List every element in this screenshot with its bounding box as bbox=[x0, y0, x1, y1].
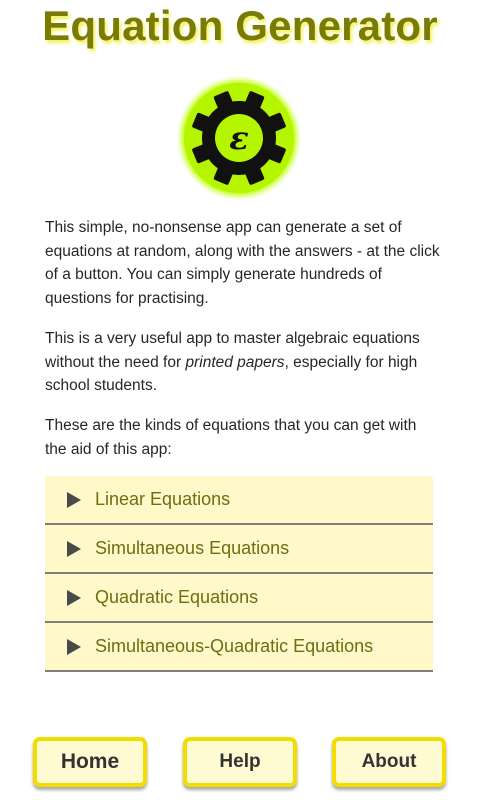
description-paragraph-2 bbox=[45, 327, 440, 398]
play-triangle-icon bbox=[67, 541, 81, 557]
printed-papers-emphasis: printed papers bbox=[185, 353, 285, 371]
paragraph-2-tail: , especially for high school students. bbox=[45, 353, 418, 394]
description-paragraph-3: These are the kinds of equations that you can get with the aid of this app: bbox=[45, 417, 417, 458]
simultaneous-equations-item[interactable] bbox=[45, 525, 433, 574]
home-button[interactable]: Home bbox=[33, 737, 147, 787]
play-triangle-icon bbox=[67, 590, 81, 606]
equation-item-label: Quadratic Equations bbox=[95, 587, 259, 607]
equation-item-label: Simultaneous Equations bbox=[95, 538, 290, 558]
app-title: Equation Generator bbox=[42, 2, 438, 49]
paragraph-2-text: This is a very useful app to master algebraic equations without the need for bbox=[45, 330, 420, 371]
equation-types-list bbox=[45, 476, 433, 672]
simultaneous-quadratic-equations-item[interactable] bbox=[45, 623, 433, 672]
about-button[interactable]: About bbox=[332, 737, 446, 787]
equation-item-label: Linear Equations bbox=[95, 489, 231, 509]
gear-epsilon-icon bbox=[175, 74, 303, 202]
help-button[interactable]: Help bbox=[183, 737, 297, 787]
play-triangle-icon bbox=[67, 492, 81, 508]
quadratic-equations-item[interactable] bbox=[45, 574, 433, 623]
logo-letter: ε bbox=[229, 119, 249, 157]
description-paragraph-1: This simple, no-nonsense app can generate a set of equations at random, along with the answers - at the click of a button. You can simply generate hundreds of questions for practising. bbox=[45, 219, 440, 307]
play-triangle-icon bbox=[67, 639, 81, 655]
equation-item-label: Simultaneous-Quadratic Equations bbox=[95, 636, 374, 656]
linear-equations-item[interactable] bbox=[45, 476, 433, 525]
